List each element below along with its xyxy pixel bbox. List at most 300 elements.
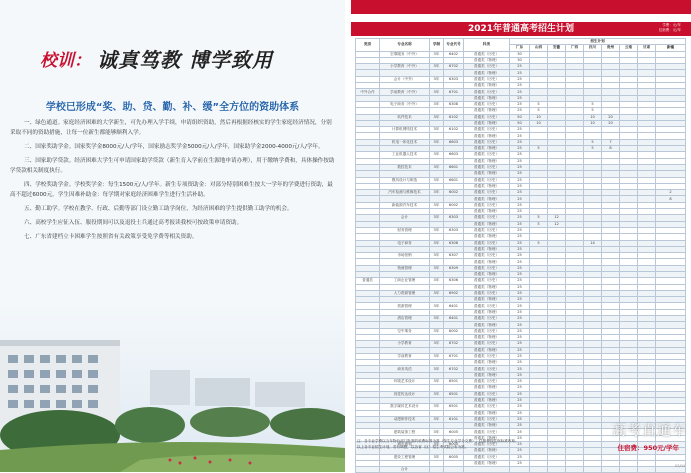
subject-cell: 普通类（物理） <box>464 385 510 391</box>
plan-count-cell: 25 <box>510 290 530 296</box>
plan-count-cell: 25 <box>510 146 530 152</box>
plan-count-cell: 25 <box>510 83 530 89</box>
subject-cell: 普通类（物理） <box>464 259 510 265</box>
major-cell: 空中乘务 <box>380 328 430 334</box>
code-cell: 6303 <box>444 76 464 82</box>
subject-cell: 普通类（历史） <box>464 454 510 460</box>
code-cell: 6005 <box>444 442 464 448</box>
major-cell: 空乘服务（中外） <box>380 51 430 57</box>
subject-cell: 普通类（物理） <box>464 271 510 277</box>
code-cell: 6702 <box>444 64 464 70</box>
subject-cell: 普通类（历史） <box>464 139 510 145</box>
aid-paragraph: 六、高校学生应征入伍、服役期间可以及退役士兵通过高考报读我校可按政策申请资助。 <box>24 220 243 226</box>
plan-count-cell: 10 <box>584 120 602 126</box>
years-cell: 3年 <box>430 215 444 221</box>
years-cell: 3年 <box>430 341 444 347</box>
subject-cell: 普通类（历史） <box>464 328 510 334</box>
plan-count-cell: 5 <box>530 240 548 246</box>
code-cell: 6309 <box>444 265 464 271</box>
subject-cell: 普通类（物理） <box>464 183 510 189</box>
major-cell: 小学教育 <box>380 341 430 347</box>
plan-count-cell: 5 <box>584 139 602 145</box>
plan-count-cell: 25 <box>510 271 530 277</box>
financial-aid-paragraphs <box>10 118 336 246</box>
major-cell: 学前教育 <box>380 353 430 359</box>
plan-count-cell: 10 <box>584 114 602 120</box>
plan-count-cell: 25 <box>510 139 530 145</box>
header-province: 四川 <box>584 45 602 51</box>
plan-count-cell: 25 <box>510 209 530 215</box>
header-province: 广东 <box>510 45 530 51</box>
footnote-line: 注：各专业学费以当年物价部门批准的收费标准为准（按生专业学分交费）；住宿费按住宿标准收取。 <box>357 439 519 443</box>
years-cell: 3年 <box>430 442 444 448</box>
major-cell: 学前教育（中外） <box>380 89 430 95</box>
subject-cell: 普通类（历史） <box>464 379 510 385</box>
subject-cell: 普通类（物理） <box>464 120 510 126</box>
header-subject: 科类 <box>464 39 510 52</box>
subject-cell: 普通类（物理） <box>464 297 510 303</box>
plan-count-cell: 25 <box>510 435 530 441</box>
plan-count-cell: 25 <box>510 108 530 114</box>
header-province: 广西 <box>566 45 584 51</box>
code-cell: 6702 <box>444 366 464 372</box>
years-cell: 3年 <box>430 89 444 95</box>
plan-count-cell: 25 <box>510 234 530 240</box>
category-cell: 中外合作 <box>356 89 380 95</box>
plan-count-cell <box>602 467 620 473</box>
years-cell: 3年 <box>430 101 444 107</box>
plan-count-cell <box>566 467 584 473</box>
subject-cell: 普通类（物理） <box>464 108 510 114</box>
code-cell: 6401 <box>444 316 464 322</box>
plan-count-cell <box>510 467 530 473</box>
subject-cell: 普通类（历史） <box>464 89 510 95</box>
subject-cell: 普通类（物理） <box>464 448 510 454</box>
plan-count-cell: 25 <box>510 460 530 466</box>
subject-cell: 普通类（历史） <box>464 76 510 82</box>
subject-cell: 普通类（历史） <box>464 391 510 397</box>
subject-cell: 普通类（物理） <box>464 83 510 89</box>
code-cell: 6102 <box>444 127 464 133</box>
subject-cell: 普通类（历史） <box>464 265 510 271</box>
plan-count-cell: 25 <box>510 328 530 334</box>
plan-count-cell: 25 <box>510 366 530 372</box>
years-cell: 3年 <box>430 290 444 296</box>
plan-count-cell: 25 <box>510 423 530 429</box>
subject-cell: 普通类（历史） <box>464 416 510 422</box>
subject-cell <box>464 467 510 473</box>
plan-count-cell <box>584 467 602 473</box>
major-cell: 商务英语 <box>380 366 430 372</box>
subject-cell: 普通类（历史） <box>464 429 510 435</box>
plan-count-cell: 25 <box>510 215 530 221</box>
years-cell: 3年 <box>430 303 444 309</box>
years-cell: 3年 <box>430 404 444 410</box>
major-cell: 市场营销 <box>380 253 430 259</box>
plan-count-cell: 50 <box>510 120 530 126</box>
subject-cell: 普通类（物理） <box>464 171 510 177</box>
years-cell: 3年 <box>430 64 444 70</box>
major-cell: 机电一体化技术 <box>380 139 430 145</box>
subject-cell: 普通类（物理） <box>464 146 510 152</box>
plan-count-cell: 10 <box>530 114 548 120</box>
code-cell: 6603 <box>444 152 464 158</box>
plan-count-cell: 25 <box>510 227 530 233</box>
plan-count-cell: 25 <box>510 171 530 177</box>
years-cell: 3年 <box>430 51 444 57</box>
years-cell: 3年 <box>430 265 444 271</box>
subject-cell: 普通类（物理） <box>464 221 510 227</box>
subject-cell: 普通类（物理） <box>464 209 510 215</box>
plan-count-cell: 5 <box>530 108 548 114</box>
plan-count-cell: 25 <box>510 76 530 82</box>
plan-count-cell: 25 <box>510 240 530 246</box>
plan-count-cell: 25 <box>510 353 530 359</box>
code-cell: 6002 <box>444 202 464 208</box>
code-cell <box>444 467 464 473</box>
plan-count-cell: 25 <box>510 246 530 252</box>
code-cell: 6902 <box>444 290 464 296</box>
plan-count-cell: 25 <box>510 341 530 347</box>
subject-cell: 普通类（历史） <box>464 127 510 133</box>
plan-count-cell: 20 <box>602 114 620 120</box>
plan-count-cell: 25 <box>510 127 530 133</box>
years-cell: 3年 <box>430 353 444 359</box>
code-cell: 6005 <box>444 429 464 435</box>
subject-cell: 普通类（物理） <box>464 133 510 139</box>
plan-count-cell: 25 <box>510 404 530 410</box>
major-cell: 酒店管理 <box>380 316 430 322</box>
code-cell: 6601 <box>444 177 464 183</box>
years-cell: 3年 <box>430 316 444 322</box>
major-cell: 旅游管理 <box>380 303 430 309</box>
plan-count-cell: 25 <box>510 221 530 227</box>
enrollment-plan-body <box>356 51 686 473</box>
category-cell <box>356 467 380 473</box>
accommodation-fee: 住宿费：950元/学年 <box>617 444 679 452</box>
major-cell: 模具设计与制造 <box>380 177 430 183</box>
legend-line: 学费：元/年 <box>662 23 681 27</box>
subject-cell: 普通类（物理） <box>464 423 510 429</box>
major-cell: 会计（中外） <box>380 76 430 82</box>
plan-count-cell: 20 <box>602 120 620 126</box>
header-province: 安徽 <box>548 45 566 51</box>
subject-cell: 普通类（历史） <box>464 215 510 221</box>
plan-count-cell: 25 <box>510 297 530 303</box>
subject-cell: 普通类（历史） <box>464 164 510 170</box>
code-cell: 6306 <box>444 278 464 284</box>
subject-cell: 普通类（历史） <box>464 101 510 107</box>
major-cell: 视觉传达设计 <box>380 391 430 397</box>
major-cell: 数字媒体艺术设计 <box>380 404 430 410</box>
major-cell: 财务管理 <box>380 227 430 233</box>
subject-cell: 普通类（历史） <box>464 366 510 372</box>
legend-line: 住宿费：元/年 <box>658 28 681 32</box>
plan-count-cell: 25 <box>510 385 530 391</box>
plan-count-cell: 25 <box>510 391 530 397</box>
years-cell: 3年 <box>430 114 444 120</box>
subject-cell: 普通类（物理） <box>464 246 510 252</box>
subject-cell: 普通类（物理） <box>464 309 510 315</box>
subject-cell: 普通类（物理） <box>464 372 510 378</box>
header-province: 新疆 <box>656 45 686 51</box>
plan-count-cell: 8 <box>602 146 620 152</box>
header-province: 山西 <box>530 45 548 51</box>
plan-count-cell: 25 <box>510 177 530 183</box>
years-cell: 3年 <box>430 76 444 82</box>
plan-count-cell: 25 <box>510 347 530 353</box>
subject-cell: 普通类（物理） <box>464 158 510 164</box>
subject-cell: 普通类（历史） <box>464 303 510 309</box>
code-cell: 6102 <box>444 114 464 120</box>
code-cell: 6601 <box>444 164 464 170</box>
subject-cell: 普通类（历史） <box>464 253 510 259</box>
years-cell: 3年 <box>430 366 444 372</box>
code-cell: 6308 <box>444 240 464 246</box>
subject-cell: 普通类（物理） <box>464 360 510 366</box>
aid-paragraph: 三、国家助学贷款。经济困难大学生可申请国家助学贷款（新生育入学前在生源地申请办理），用于缴纳学费和，具体操作按助学贷款相关制度执行。 <box>10 158 335 174</box>
plan-count-cell: 10 <box>530 120 548 126</box>
plan-count-cell: 25 <box>510 70 530 76</box>
aid-paragraph: 五、勤工助学。学校在教学、行政、后勤等部门设立勤工助学岗位，为经济困难的学生提供勤工助学的机会。 <box>24 206 293 212</box>
plan-count-cell: 25 <box>510 183 530 189</box>
code-cell: 6702 <box>444 341 464 347</box>
major-cell: 新能源汽车技术 <box>380 202 430 208</box>
plan-count-cell: 7 <box>602 139 620 145</box>
plan-count-cell: 25 <box>510 442 530 448</box>
major-cell: 小学教育（中外） <box>380 64 430 70</box>
years-cell: 3年 <box>430 328 444 334</box>
years-cell: 3年 <box>430 227 444 233</box>
major-cell: 软件技术 <box>380 114 430 120</box>
years-cell: 3年 <box>430 416 444 422</box>
major-cell: 人力资源管理 <box>380 290 430 296</box>
years-cell: 3年 <box>430 240 444 246</box>
fee-legend <box>659 23 681 33</box>
plan-count-cell: 25 <box>510 202 530 208</box>
major-cell: 动漫制作技术 <box>380 416 430 422</box>
subject-cell: 普通类（物理） <box>464 435 510 441</box>
plan-count-cell: 25 <box>510 303 530 309</box>
code-cell: 6303 <box>444 215 464 221</box>
plan-count-cell: 30 <box>510 51 530 57</box>
subject-cell: 普通类（历史） <box>464 278 510 284</box>
plan-count-cell: 12 <box>548 215 566 221</box>
top-red-band <box>351 0 691 14</box>
subject-cell: 普通类（历史） <box>464 51 510 57</box>
major-cell: 电子商务 <box>380 240 430 246</box>
plan-count-cell: 25 <box>510 372 530 378</box>
subject-cell: 普通类（历史） <box>464 404 510 410</box>
school-motto <box>40 44 273 73</box>
major-cell: 合计 <box>380 467 430 473</box>
motto-label: 校训： <box>40 51 91 71</box>
plan-count-cell: 8 <box>656 196 686 202</box>
subject-cell: 普通类（物理） <box>464 234 510 240</box>
subject-cell: 普通类（历史） <box>464 177 510 183</box>
subject-cell: 普通类（物理） <box>464 397 510 403</box>
major-cell: 数控技术 <box>380 164 430 170</box>
plan-count-cell: 30 <box>510 57 530 63</box>
plan-count-cell: 25 <box>510 454 530 460</box>
subject-cell: 普通类（物理） <box>464 322 510 328</box>
plan-count-cell <box>638 467 656 473</box>
years-cell: 3年 <box>430 202 444 208</box>
header-category: 类别 <box>356 39 380 52</box>
code-cell: 6701 <box>444 89 464 95</box>
plan-count-cell: 12 <box>548 221 566 227</box>
header-code: 专业代号 <box>444 39 464 52</box>
plan-count-cell: 5 <box>584 101 602 107</box>
plan-count-cell: 25 <box>510 164 530 170</box>
plan-count-cell: 25 <box>510 101 530 107</box>
plan-count-cell <box>548 467 566 473</box>
code-cell: 6303 <box>444 227 464 233</box>
subject-cell: 普通类（历史） <box>464 64 510 70</box>
subject-cell: 普通类（历史） <box>464 341 510 347</box>
major-cell: 工业机器人技术 <box>380 152 430 158</box>
plan-count-cell: 25 <box>510 284 530 290</box>
plan-count-cell: 25 <box>510 196 530 202</box>
major-cell: 环境艺术设计 <box>380 379 430 385</box>
major-cell: 工商企业管理 <box>380 278 430 284</box>
subject-cell: 普通类（历史） <box>464 202 510 208</box>
subject-cell: 普通类（历史） <box>464 316 510 322</box>
code-cell: 6501 <box>444 391 464 397</box>
subject-cell: 普通类（历史） <box>464 152 510 158</box>
plan-count-cell: 25 <box>510 316 530 322</box>
plan-count-cell: 25 <box>510 360 530 366</box>
subject-cell: 普通类（物理） <box>464 70 510 76</box>
plan-count-cell: 25 <box>510 429 530 435</box>
plan-count-cell <box>530 467 548 473</box>
site-watermark: 高考直通车 <box>612 423 687 439</box>
years-cell: 3年 <box>430 190 444 196</box>
header-plan: 招生计划 <box>510 39 686 45</box>
plan-count-cell: 25 <box>510 158 530 164</box>
code-cell: 6603 <box>444 139 464 145</box>
code-cell: 6501 <box>444 379 464 385</box>
subject-cell: 普通类（物理） <box>464 334 510 340</box>
code-cell: 6002 <box>444 190 464 196</box>
subject-cell: 普通类（物理） <box>464 57 510 63</box>
years-cell: 3年 <box>430 278 444 284</box>
plan-count-cell: 25 <box>510 397 530 403</box>
plan-count-cell: 5 <box>530 146 548 152</box>
major-cell: 建设工程管理 <box>380 454 430 460</box>
header-province: 贵州 <box>602 45 620 51</box>
plan-count-cell: 25 <box>510 152 530 158</box>
plan-count-cell: 2 <box>656 190 686 196</box>
plan-count-cell: 5 <box>584 108 602 114</box>
years-cell: 3年 <box>430 429 444 435</box>
plan-count-cell: 5 <box>530 101 548 107</box>
plan-count-cell: 25 <box>510 278 530 284</box>
motto-calligraphy: 诚真笃教 博学致用 <box>97 48 273 72</box>
plan-count-cell: 25 <box>510 89 530 95</box>
code-cell: 6308 <box>444 101 464 107</box>
years-cell: 3年 <box>430 139 444 145</box>
plan-count-cell: 25 <box>510 133 530 139</box>
major-cell: 会计 <box>380 215 430 221</box>
enrollment-plan-title: 2021年普通高考招生计划 <box>351 22 691 36</box>
subject-cell: 普通类（物理） <box>464 410 510 416</box>
plan-count-cell: 25 <box>510 259 530 265</box>
plan-count-cell: 14 <box>584 240 602 246</box>
page-number: 03/04 <box>674 464 685 468</box>
years-cell: 3年 <box>430 379 444 385</box>
subject-cell: 普通类（物理） <box>464 347 510 353</box>
enrollment-plan-table <box>355 38 686 473</box>
major-cell: 计算机网络技术 <box>380 127 430 133</box>
left-page <box>0 0 345 472</box>
plan-count-cell: 25 <box>510 410 530 416</box>
years-cell: 3年 <box>430 177 444 183</box>
plan-count-cell: 5 <box>530 221 548 227</box>
subject-cell: 普通类（历史） <box>464 290 510 296</box>
subject-cell: 普通类（历史） <box>464 114 510 120</box>
subject-cell: 普通类（历史） <box>464 442 510 448</box>
plan-count-cell: 25 <box>510 322 530 328</box>
major-cell: 汽车检测与维修技术 <box>380 190 430 196</box>
plan-count-cell: 25 <box>510 190 530 196</box>
code-cell: 6402 <box>444 51 464 57</box>
years-cell: 3年 <box>430 127 444 133</box>
code-cell: 6002 <box>444 328 464 334</box>
header-province: 云南 <box>620 45 638 51</box>
aid-paragraph: 一、绿色通道。家庭经济困难的大学新生，可先办理入学手续，申请组织资助，然后再根据经核实的学生家庭经济情况，分别采取不同的资助措施，让每一位新生都能够顺利入学。 <box>10 120 332 136</box>
plan-count-cell: 25 <box>510 309 530 315</box>
years-cell: 3年 <box>430 454 444 460</box>
aid-paragraph: 七、广东省建档立卡困难学生按照省有关政策享受免学费等相关资助。 <box>24 234 198 240</box>
major-cell: 建筑装饰工程 <box>380 429 430 435</box>
code-cell: 6101 <box>444 416 464 422</box>
code-cell: 6307 <box>444 253 464 259</box>
plan-count-cell <box>620 467 638 473</box>
subject-cell: 普通类（物理） <box>464 196 510 202</box>
aid-paragraph: 二、国家奖助学金。国家奖学金8000元/人/学年，国家励志奖学金5000元/人/学年，国家助学金2000-4000元/人/学年。 <box>24 144 324 150</box>
header-province: 甘肃 <box>638 45 656 51</box>
campus-photo <box>0 300 345 472</box>
header-years: 学制 <box>430 39 444 52</box>
footnote-line: 以上各专业招生计划，若有调整，以各省（区）招生考试院公布为准。 <box>357 445 469 449</box>
header-major: 专业名称 <box>380 39 430 52</box>
subject-cell: 普通类（历史） <box>464 353 510 359</box>
plan-count-cell: 25 <box>510 95 530 101</box>
code-cell: 6701 <box>444 353 464 359</box>
major-cell: 电子商务（中外） <box>380 101 430 107</box>
category-cell: 普通类 <box>356 278 380 284</box>
years-cell: 3年 <box>430 152 444 158</box>
subject-cell: 普通类（物理） <box>464 284 510 290</box>
plan-count-cell: 5 <box>584 146 602 152</box>
subject-cell: 普通类（物理） <box>464 95 510 101</box>
financial-aid-heading: 学校已形成“奖、助、贷、勤、补、缓”全方位的资助体系 <box>45 102 300 113</box>
plan-count-cell: 50 <box>510 114 530 120</box>
aid-paragraph: 四、学校奖助学金。学校奖学金：每生1500元/人/学年。新生专项资助金：对部分特别困难生按大一学年的学费进行资助，最高不超过6000元。学生因难补助金：每学期对家庭经济困难学生进行生活补助。 <box>10 182 333 198</box>
major-cell: 物流管理 <box>380 265 430 271</box>
table-row <box>356 467 686 473</box>
plan-count-cell: 25 <box>510 64 530 70</box>
code-cell: 6401 <box>444 303 464 309</box>
plan-count-cell: 25 <box>510 334 530 340</box>
code-cell: 6005 <box>444 454 464 460</box>
plan-count-cell: 25 <box>510 265 530 271</box>
plan-count-cell: 25 <box>510 253 530 259</box>
subject-cell: 普通类（历史） <box>464 227 510 233</box>
plan-count-cell: 5 <box>530 215 548 221</box>
right-page <box>345 0 691 472</box>
